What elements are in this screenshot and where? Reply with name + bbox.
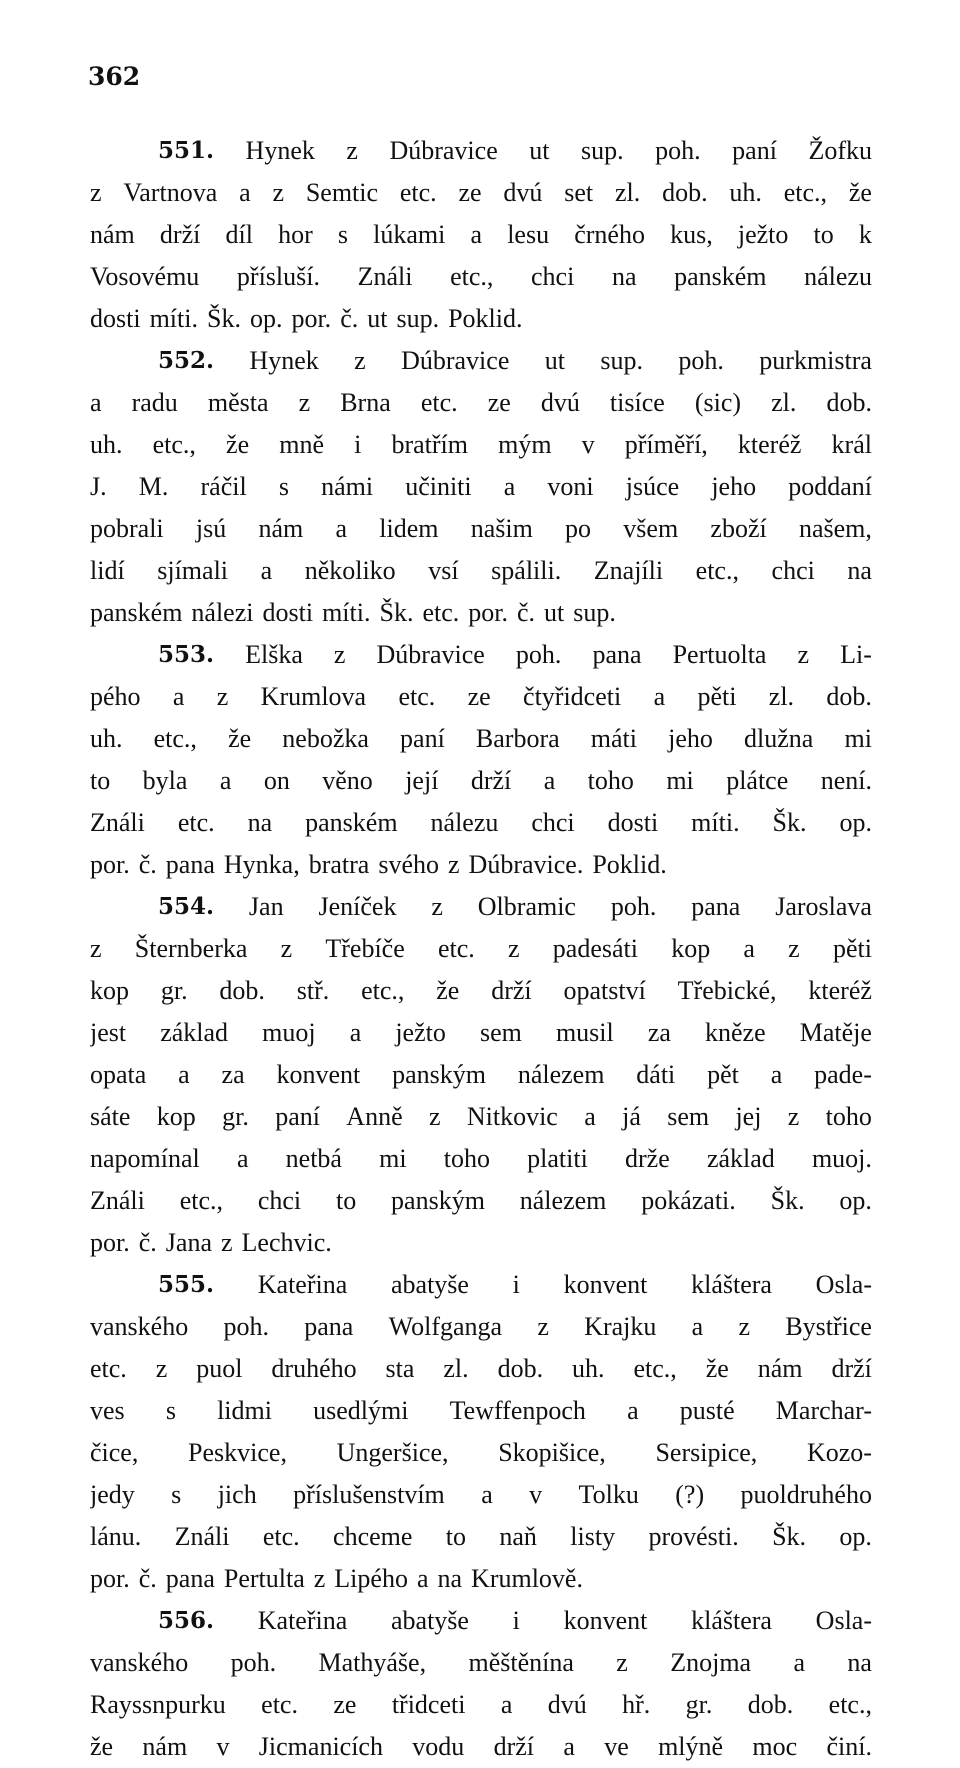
text-line: Rayssnpurku etc. ze třidceti a dvú hř. gr. dob. etc., — [90, 1690, 872, 1719]
text-line: pobrali jsú nám a lidem našim po všem zboží našem, — [90, 514, 872, 543]
text-line: por. č. Jana z Lechvic. — [90, 1228, 332, 1257]
entry-first-line: 552. Hynek z Dúbravice ut sup. poh. purkmistra — [90, 340, 872, 382]
text-line: z Vartnova a z Semtic etc. ze dvú set zl. dob. uh. etc., že — [90, 178, 872, 207]
text-line: jedy s jich příslušenstvím a v Tolku (?) puoldruhého — [90, 1480, 872, 1509]
text-line: opata a za konvent panským nálezem dáti pět a pade- — [90, 1060, 872, 1089]
text-line: Ználi etc., chci to panským nálezem pokázati. Šk. op. — [90, 1186, 872, 1215]
text-line: ves s lidmi usedlými Tewffenpoch a pusté Marchar- — [90, 1396, 872, 1425]
text-line: vanského poh. Mathyáše, měštěnína z Znojma a na — [90, 1648, 872, 1677]
entry-first-line: 553. Elška z Dúbravice poh. pana Pertuolta z Li- — [90, 634, 872, 676]
text-line: to byla a on věno její drží a toho mi plátce není. — [90, 766, 872, 795]
text-line: že nám v Jicmanicích vodu drží a ve mlýně moc činí. — [90, 1732, 872, 1761]
entry-number: 552. — [158, 347, 215, 374]
text-line: uh. etc., že nebožka paní Barbora máti jeho dlužna mi — [90, 724, 872, 753]
entry-first-line: 551. Hynek z Dúbravice ut sup. poh. paní Žofku — [90, 130, 872, 172]
text-line: a radu města z Brna etc. ze dvú tisíce (sic) zl. dob. — [90, 388, 872, 417]
text-line: napomínal a netbá mi toho platiti drže základ muoj. — [90, 1144, 872, 1173]
text-line: čice, Peskvice, Ungeršice, Skopišice, Sersipice, Kozo- — [90, 1438, 872, 1467]
text-line: nám drží díl hor s lúkami a lesu črného kus, ježto to k — [90, 220, 872, 249]
text-line: lánu. Ználi etc. chceme to naň listy provésti. Šk. op. — [90, 1522, 872, 1551]
entry-first-line: 555. Kateřina abatyše i konvent kláštera Osla- — [90, 1264, 872, 1306]
text-line: lidí sjímali a několiko vsí spálili. Znajíli etc., chci na — [90, 556, 872, 585]
text-line: por. č. pana Hynka, bratra svého z Dúbravice. Poklid. — [90, 850, 667, 879]
entry-number: 551. — [158, 137, 215, 164]
entries-text-block — [90, 130, 872, 1768]
text-line: Ználi etc. na panském nálezu chci dosti míti. Šk. op. — [90, 808, 872, 837]
entry-first-line: 556. Kateřina abatyše i konvent kláštera Osla- — [90, 1600, 872, 1642]
text-line: sáte kop gr. paní Anně z Nitkovic a já sem jej z toho — [90, 1102, 872, 1131]
text-line: por. č. pana Pertulta z Lipého a na Krumlově. — [90, 1564, 583, 1593]
text-line: panském nálezi dosti míti. Šk. etc. por. č. ut sup. — [90, 598, 616, 627]
text-line: dosti míti. Šk. op. por. č. ut sup. Poklid. — [90, 304, 523, 333]
text-line: jest základ muoj a ježto sem musil za kněze Matěje — [90, 1018, 872, 1047]
text-line: J. M. ráčil s námi učiniti a voni jsúce jeho poddaní — [90, 472, 872, 501]
text-line: pého a z Krumlova etc. ze čtyřidceti a pěti zl. dob. — [90, 682, 872, 711]
page-number: 362 — [88, 62, 141, 91]
entry-number: 554. — [158, 893, 215, 920]
entry-number: 556. — [158, 1607, 215, 1634]
text-line: Vosovému přísluší. Ználi etc., chci na panském nálezu — [90, 262, 872, 291]
text-line: kop gr. dob. stř. etc., že drží opatství Třebické, kteréž — [90, 976, 872, 1005]
entry-number: 555. — [158, 1271, 215, 1298]
text-line: z Šternberka z Třebíče etc. z padesáti kop a z pěti — [90, 934, 872, 963]
entry-number: 553. — [158, 641, 215, 668]
text-line: vanského poh. pana Wolfganga z Krajku a z Bystřice — [90, 1312, 872, 1341]
text-line: uh. etc., že mně i bratřím mým v příměří, kteréž král — [90, 430, 872, 459]
entry-first-line: 554. Jan Jeníček z Olbramic poh. pana Jaroslava — [90, 886, 872, 928]
text-line: etc. z puol druhého sta zl. dob. uh. etc., že nám drží — [90, 1354, 872, 1383]
